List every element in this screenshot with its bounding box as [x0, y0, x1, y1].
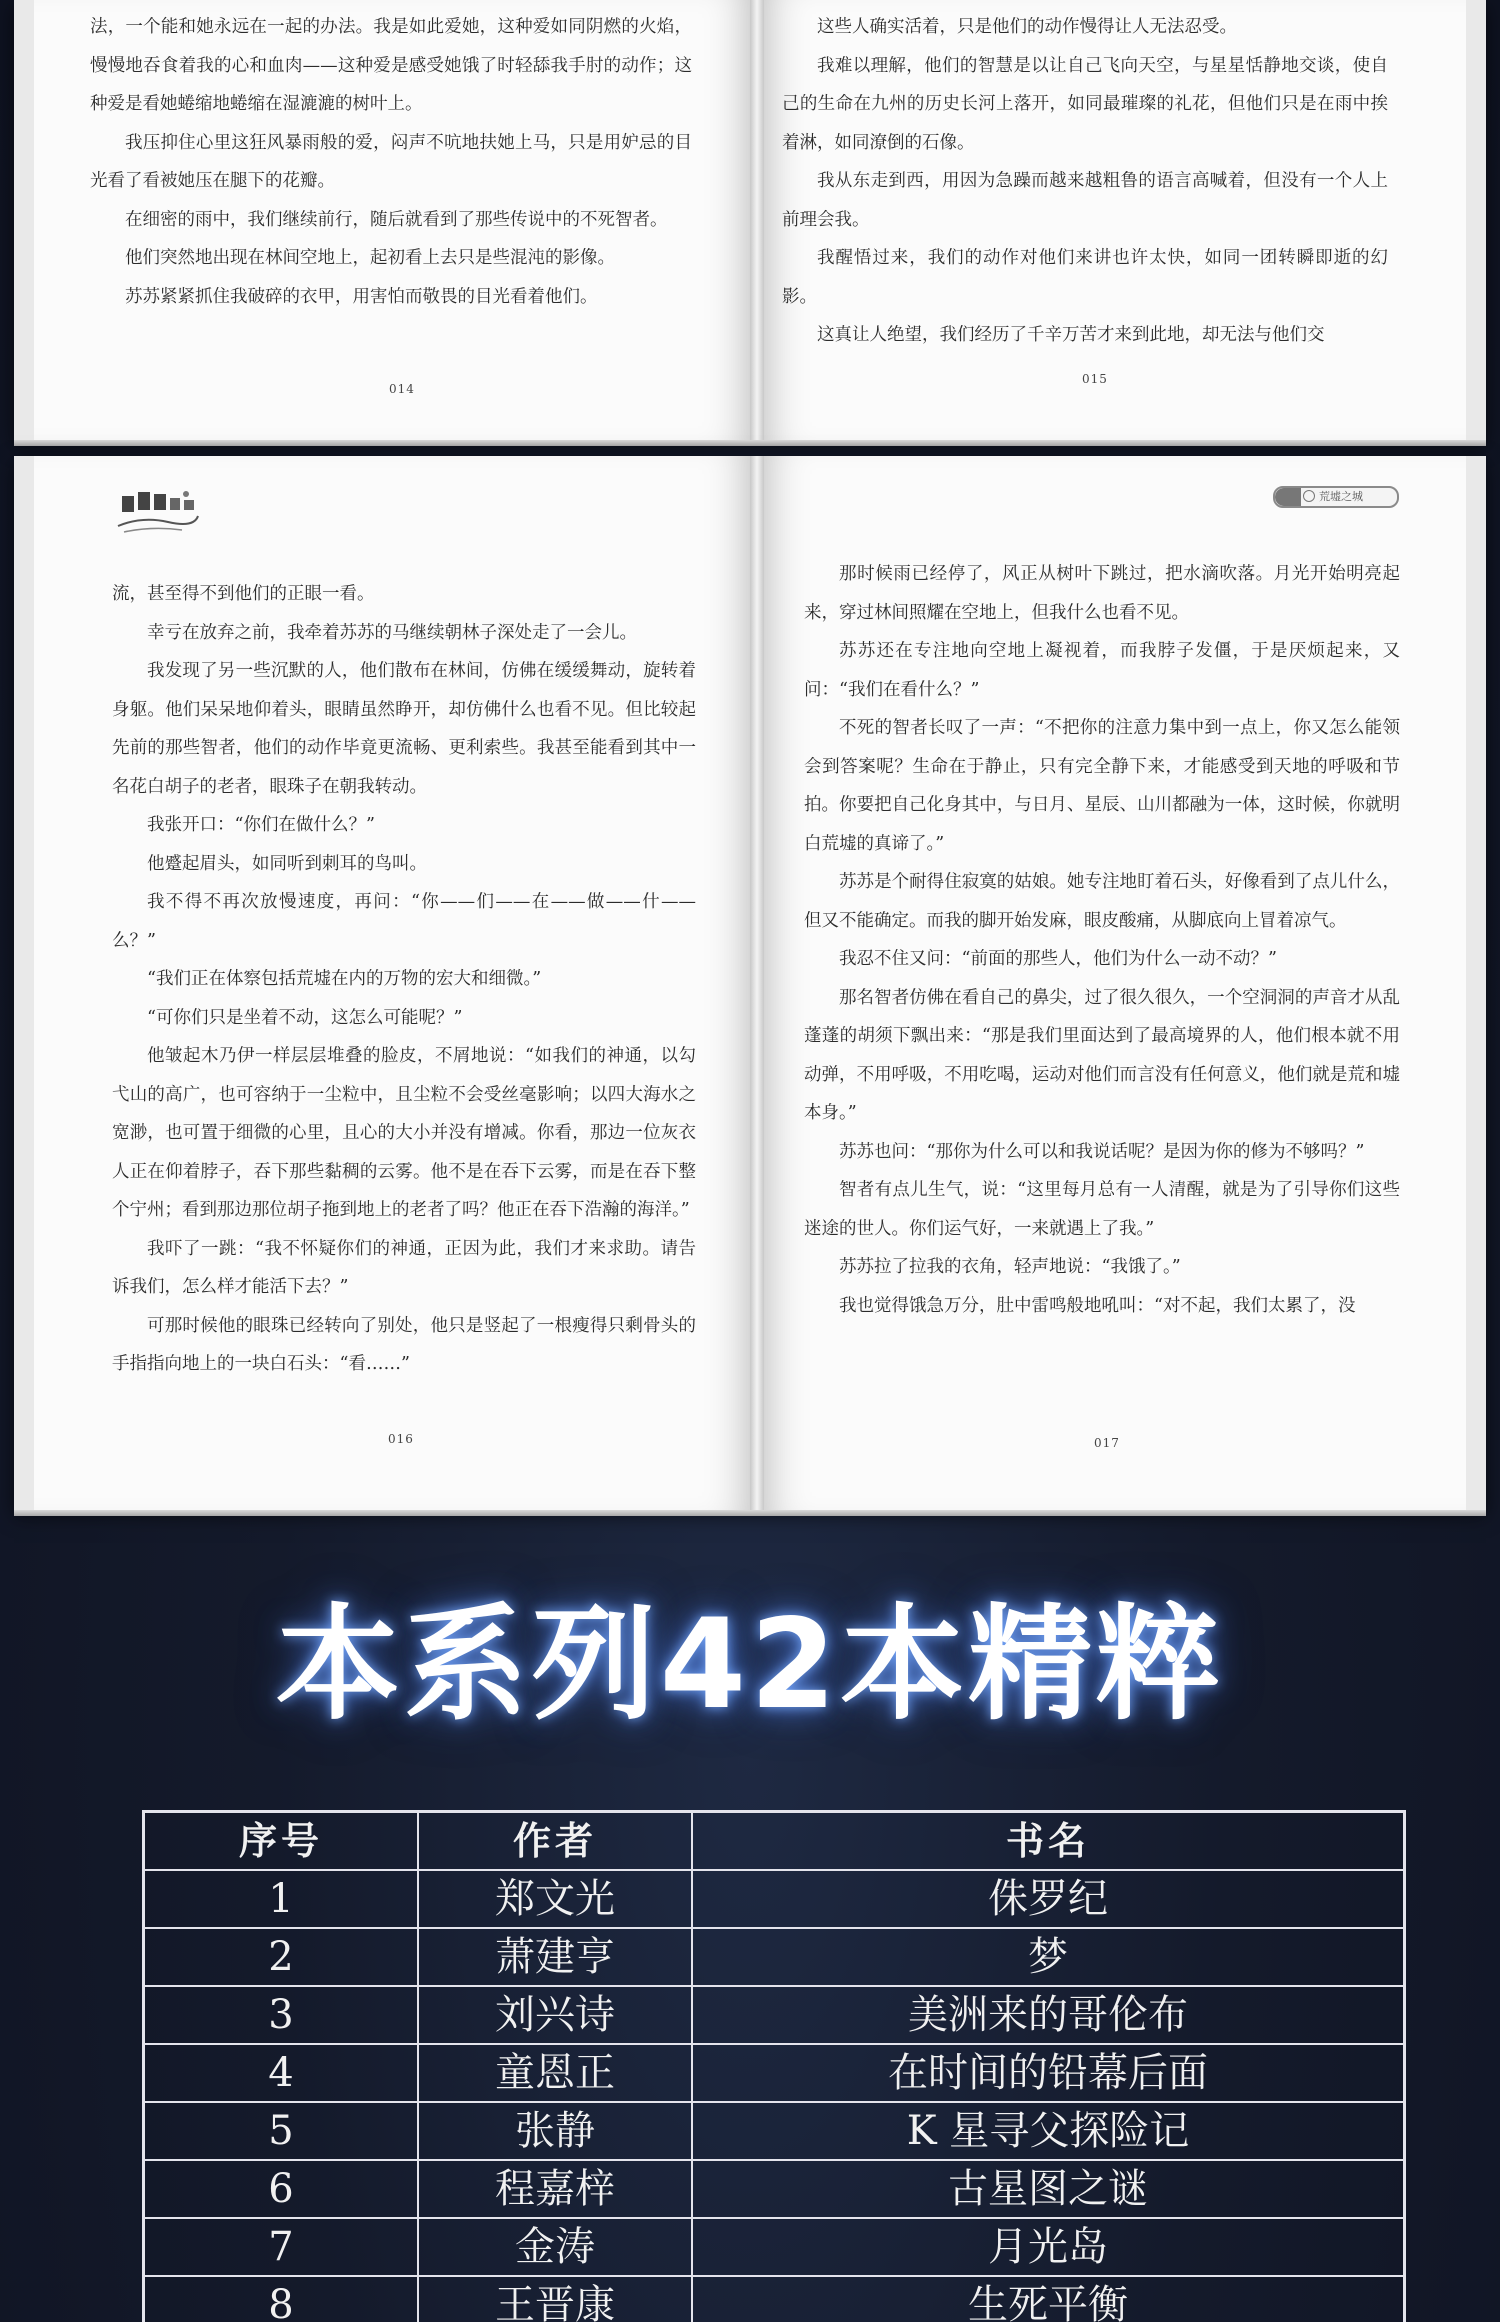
cell-title: 古星图之谜	[692, 2160, 1405, 2218]
table-row	[144, 1928, 1405, 1986]
cell-number: 2	[144, 1928, 419, 1986]
table-row	[144, 2276, 1405, 2322]
paragraph: 我醒悟过来，我们的动作对他们来讲也许太快，如同一团转瞬即逝的幻影。	[782, 248, 1388, 307]
paragraph: 那时候雨已经停了，风正从树叶下跳过，把水滴吹落。月光开始明亮起来，穿过林间照耀在空地上，但我什么也看不见。	[804, 564, 1400, 623]
cell-title: K 星寻父探险记	[692, 2102, 1405, 2160]
right-page-text	[804, 555, 1400, 1325]
book-spine	[750, 456, 764, 1510]
paragraph: “可你们只是坐着不动，这怎么可能呢？”	[147, 1007, 463, 1028]
cell-author: 萧建亨	[418, 1928, 692, 1986]
paragraph: 这真让人绝望，我们经历了千辛万苦才来到此地，却无法与他们交	[817, 325, 1325, 345]
cell-author: 王晋康	[418, 2276, 692, 2322]
page-number: 015	[1082, 372, 1108, 386]
paragraph: 苏苏也问：“那你为什么可以和我说话呢？是因为你的修为不够吗？”	[839, 1141, 1365, 1162]
paragraph: 幸亏在放弃之前，我牵着苏苏的马继续朝林子深处走了一会儿。	[147, 622, 637, 643]
paragraph: 我张开口：“你们在做什么？”	[147, 815, 375, 835]
left-page-text	[112, 575, 696, 1384]
cell-number: 5	[144, 2102, 419, 2160]
cell-title: 月光岛	[692, 2218, 1405, 2276]
paragraph: 那名智者仿佛在看自己的鼻尖，过了很久很久，一个空洞洞的声音才从乱蓬蓬的胡须下飘出来：“那是我们里面达到了最高境界的人，他们根本就不用动弹，不用呼吸，不用吃喝，运动对他们而言没有任何意义，他们就是荒和墟本身。”	[804, 987, 1400, 1123]
page-number: 017	[1094, 1436, 1120, 1450]
cell-author: 刘兴诗	[418, 1986, 692, 2044]
page-number: 014	[389, 382, 415, 396]
chapter-tag-knob	[1275, 488, 1301, 506]
cell-author: 郑文光	[418, 1870, 692, 1928]
paragraph: 苏苏紧紧抓住我破碎的衣甲，用害怕而敬畏的目光看着他们。	[125, 286, 598, 307]
paragraph: 他们突然地出现在林间空地上，起初看上去只是些混沌的影像。	[125, 248, 615, 268]
paragraph: 我吓了一跳：“我不怀疑你们的神通，正因为此，我们才来求助。请告诉我们，怎么样才能活下去？”	[112, 1238, 696, 1297]
section-headline: 本系列42本精粹	[275, 1593, 1225, 1737]
table-header-row	[144, 1812, 1405, 1871]
table-row	[144, 1986, 1405, 2044]
cell-number: 8	[144, 2276, 419, 2322]
cell-number: 4	[144, 2044, 419, 2102]
header-author: 作者	[418, 1812, 692, 1871]
cell-author: 童恩正	[418, 2044, 692, 2102]
paragraph: 不死的智者长叹了一声：“不把你的注意力集中到一点上，你又怎么能领会到答案呢？生命在于静止，只有完全静下来，才能感受到天地的呼吸和节拍。你要把自己化身其中，与日月、星辰、山川都融为一体，这时候，你就明白荒墟的真谛了。”	[804, 718, 1400, 854]
cell-number: 1	[144, 1870, 419, 1928]
paragraph: 苏苏拉了拉我的衣角，轻声地说：“我饿了。”	[839, 1257, 1181, 1277]
paragraph: 可那时候他的眼珠已经转向了别处，他只是竖起了一根瘦得只剩骨头的手指指向地上的一块白石头：“看……”	[112, 1315, 696, 1374]
chapter-tag	[1273, 486, 1399, 508]
book-spread-top	[14, 0, 1486, 440]
paragraph: 我难以理解，他们的智慧是以让自己飞向天空，与星星恬静地交谈，使自己的生命在九州的历史长河上落开，如同最璀璨的礼花，但他们只是在雨中挨着淋，如同潦倒的石像。	[782, 55, 1388, 153]
cell-title: 侏罗纪	[692, 1870, 1405, 1928]
table-row	[144, 2044, 1405, 2102]
paragraph: 我忍不住又问：“前面的那些人，他们为什么一动不动？”	[839, 949, 1277, 969]
paragraph: 苏苏是个耐得住寂寞的姑娘。她专注地盯着石头，好像看到了点儿什么，但又不能确定。而我的脚开始发麻，眼皮酸痛，从脚底向上冒着凉气。	[804, 872, 1400, 931]
paragraph: 流，甚至得不到他们的正眼一看。	[112, 584, 375, 604]
book-spread-bottom	[14, 456, 1486, 1510]
page-number: 016	[388, 1432, 414, 1446]
table-row	[144, 2160, 1405, 2218]
paragraph: 法，一个能和她永远在一起的办法。我是如此爱她，这种爱如同阴燃的火焰，慢慢地吞食着我的心和血肉——这种爱是感受她饿了时轻舔我手肘的动作；这种爱是看她蜷缩地蜷缩在湿漉漉的树叶上。	[90, 17, 692, 114]
book-spine	[750, 0, 764, 440]
paragraph: 我从东走到西，用因为急躁而越来越粗鲁的语言高喊着，但没有一个人上前理会我。	[782, 171, 1388, 230]
cell-title: 生死平衡	[692, 2276, 1405, 2322]
paragraph: 我发现了另一些沉默的人，他们散布在林间，仿佛在缓缓舞动，旋转着身躯。他们呆呆地仰着头，眼睛虽然睁开，却仿佛什么也看不见。但比较起先前的那些智者，他们的动作毕竟更流畅、更利索些。我甚至能看到其中一名花白胡子的老者，眼珠子在朝我转动。	[112, 661, 696, 797]
table-row	[144, 2218, 1405, 2276]
cell-title: 美洲来的哥伦布	[692, 1986, 1405, 2044]
series-logo	[112, 486, 202, 538]
cell-title: 在时间的铅幕后面	[692, 2044, 1405, 2102]
paragraph: 智者有点儿生气，说：“这里每月总有一人清醒，就是为了引导你们这些迷途的世人。你们运气好，一来就遇上了我。”	[804, 1180, 1400, 1239]
cell-title: 梦	[692, 1928, 1405, 1986]
cell-author: 程嘉梓	[418, 2160, 692, 2218]
right-page-text	[782, 8, 1388, 355]
cell-author: 张静	[418, 2102, 692, 2160]
cell-number: 3	[144, 1986, 419, 2044]
paragraph: 他蹙起眉头，如同听到刺耳的鸟叫。	[147, 853, 427, 874]
paragraph: 他皱起木乃伊一样层层堆叠的脸皮，不屑地说：“如我们的神通，以勾弋山的高广，也可容纳于一尘粒中，且尘粒不会受丝毫影响；以四大海水之宽渺，也可置于细微的心里，且心的大小并没有增减。你看，那边一位灰衣人正在仰着脖子，吞下那些黏稠的云雾。他不是在吞下云雾，而是在吞下整个宁州；看到那边那位胡子拖到地上的老者了吗？他正在吞下浩瀚的海洋。”	[112, 1046, 696, 1220]
paragraph: 这些人确实活着，只是他们的动作慢得让人无法忍受。	[817, 17, 1237, 37]
cell-author: 金涛	[418, 2218, 692, 2276]
cell-number: 7	[144, 2218, 419, 2276]
paragraph: 在细密的雨中，我们继续前行，随后就看到了那些传说中的不死智者。	[125, 209, 668, 230]
header-number: 序号	[144, 1812, 419, 1871]
book-list-table	[142, 1810, 1406, 2322]
chapter-tag-ring-icon	[1303, 490, 1315, 502]
paragraph: “我们正在体察包括荒墟在内的万物的宏大和细微。”	[147, 969, 542, 989]
paragraph: 我压抑住心里这狂风暴雨般的爱，闷声不吭地扶她上马，只是用妒忌的目光看了看被她压在腿下的花瓣。	[90, 132, 692, 191]
cell-number: 6	[144, 2160, 419, 2218]
paragraph: 苏苏还在专注地向空地上凝视着，而我脖子发僵，于是厌烦起来，又问：“我们在看什么？”	[804, 641, 1400, 700]
table-row	[144, 2102, 1405, 2160]
paragraph: 我也觉得饿急万分，肚中雷鸣般地吼叫：“对不起，我们太累了，没	[839, 1295, 1356, 1316]
left-page-text	[90, 8, 692, 316]
chapter-tag-label: 荒墟之城	[1319, 490, 1363, 503]
table-row	[144, 1870, 1405, 1928]
header-title: 书名	[692, 1812, 1405, 1871]
paragraph: 我不得不再次放慢速度，再问：“你——们——在——做——什——么？”	[112, 892, 696, 951]
